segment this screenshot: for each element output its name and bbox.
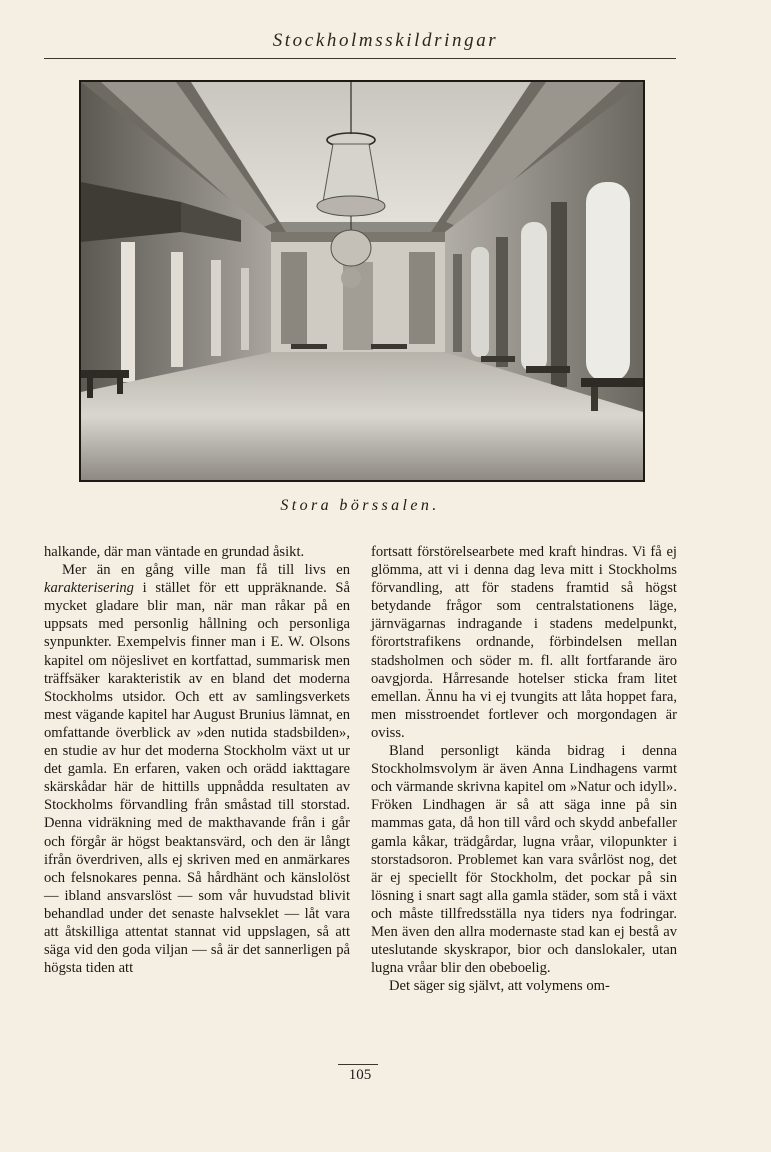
right-text-column [371,543,677,995]
paragraph-text: Mer än en gång ville man få till livs en [62,562,350,579]
paragraph-text: i stället för ett uppräknande. Så mycket gladare blir man, när man råkar på en uppsats med personlig hållning och personliga synpunkter. Exempelvis finner man i E. W. Olsons kapitel om nöjeslivet en kortfattad, summarisk men träffsäker karakteristik av en bland det moderna Stockholms utsidor. Och ett av samlingsverkets mest vägande kapitel har August Brunius lämnat, en omfattande överblick av »den nutida stadsbilden», en studie av hur det moderna Stockholm växt ut ur det gamla. En erfaren, vaken och orädd iakttagare skärskådar här de hittills uppnådda resultaten av Stockholms förvandling från småstad till storstad. Denna vidräkning med de makthavande från i går och förgår är högst beaktansvärd, och den är långt ifrån överdriven, alls ej skriven med en anmärkares och felsnokares penna. Så hårdhänt och känslolöst — ibland ansvarslöst — som vår huvudstad blivit behandlad under det senaste halvseklet — låt vara att åtskilliga attentat stannat vid uppslagen, så att säga vid den goda viljan — så är det sannerligen på högsta tiden att [44,580,350,977]
ballroom-photograph [79,80,645,482]
paragraph: Bland personligt kända bidrag i denna Stockholmsvolym är även Anna Lindhagens varmt och värmande skrivna kapitel om »Natur och idyll». Fröken Lindhagen är så att säga inne på sin mammas gata, då hon till vård och skydd anbefaller gamla kåkar, trädgårdar, lugna vråar, vilopunkter i storstadsoron. Problemet kan vara svårlöst nog, det är ej speciellt för Stockholm, det pockar på sin lösning i snart sagt alla gamla städer, som stå i växt och måste tillfredsställa nya tiders nya fodringar. Men även den allra modernaste stad kan ej bestå av uteslutande skyskrapor, bior och danslokaler, utan lugna vråar blir den obeboelig. [371,743,677,977]
paragraph: fortsatt förstörelsearbete med kraft hindras. Vi få ej glömma, att vi i denna dag leva mitt i Stockholms förvandling, att för stadens framtid så högst betydande frågor som centralstationens läge, järnvägarnas indragande i stadens medelpunkt, förortstrafikens ordnande, förbindelsen mellan stadsholmen och söder m. fl. allt fortfarande äro oavgjorda. Hårresande hotelser sticka fram litet emellan. Ännu ha vi ej tvungits att låta hoppet fara, men misstroendet fortlever och morgondagen är oviss. [371,544,677,741]
paragraph [44,561,350,977]
hall-illustration [81,82,643,480]
left-text-column [44,543,350,977]
header-rule [44,58,676,59]
page-number: 105 [348,1067,372,1083]
emphasized-word: karakterisering [44,580,134,597]
page-number-rule [338,1064,378,1065]
figure-caption: Stora börssalen. [280,497,440,514]
running-head-title: Stockholmsskildringar [272,30,499,51]
paragraph: halkande, där man väntade en grundad åsikt. [44,544,305,560]
paragraph: Det säger sig självt, att volymens om- [389,978,610,995]
